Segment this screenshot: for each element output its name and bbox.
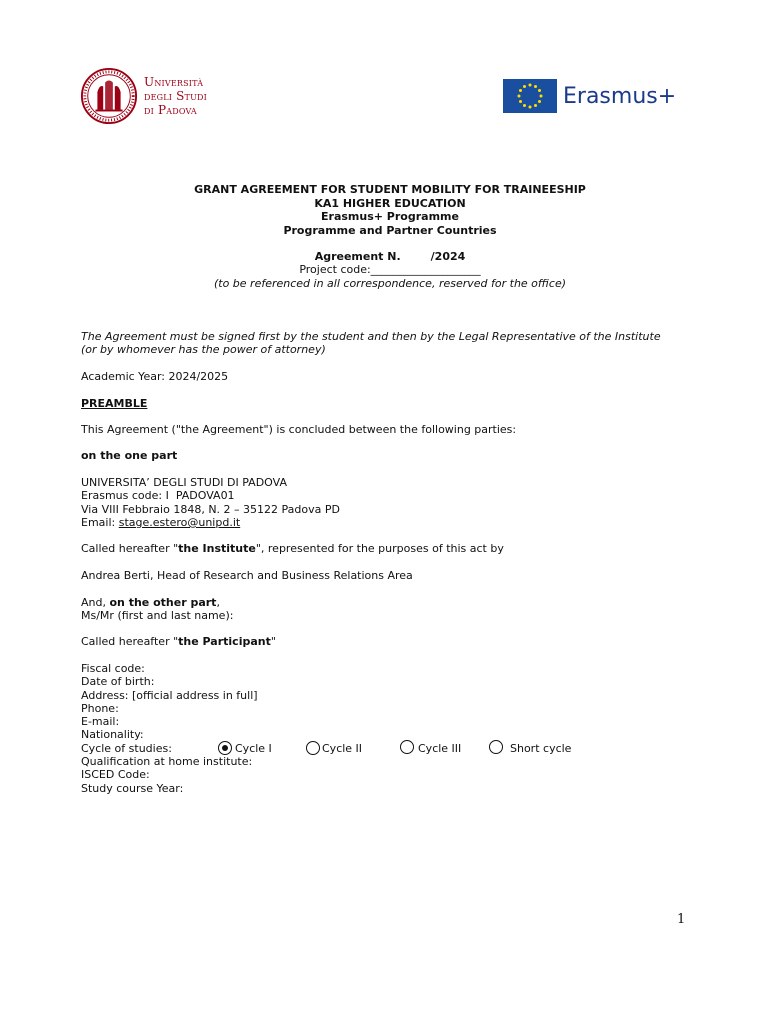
erasmus-logo xyxy=(503,78,676,114)
called-institute-bold: the Institute xyxy=(178,542,256,555)
academic-year: Academic Year: 2024/2025 xyxy=(81,370,229,383)
other-part-post: , xyxy=(216,596,220,609)
eu-flag-icon xyxy=(503,79,557,113)
one-part-heading: on the one part xyxy=(81,449,178,462)
cycle-3-label[interactable]: Cycle III xyxy=(418,742,462,755)
called-institute xyxy=(81,542,504,556)
radio-selected-dot xyxy=(222,745,228,751)
title-line-3: Erasmus+ Programme xyxy=(321,210,459,223)
title-line-2: KA1 HIGHER EDUCATION xyxy=(314,197,466,210)
email-field[interactable]: E-mail: xyxy=(81,715,120,728)
erasmus-wordmark: Erasmus+ xyxy=(563,83,677,109)
called-institute-post: ", represented for the purposes of this act by xyxy=(255,542,504,555)
university-line-2: degli Studi xyxy=(144,89,208,103)
cycle-3-radio[interactable] xyxy=(400,740,414,754)
university-logo xyxy=(80,66,207,126)
called-institute-pre: Called hereafter " xyxy=(81,542,179,555)
called-participant-post: " xyxy=(270,635,276,648)
address-field[interactable]: Address: [official address in full] xyxy=(81,689,258,702)
study-course-year-field[interactable]: Study course Year: xyxy=(81,782,184,795)
cycle-2-radio[interactable] xyxy=(306,741,320,755)
title-line-4: Programme and Partner Countries xyxy=(283,224,497,237)
phone-field[interactable]: Phone: xyxy=(81,702,119,715)
cycle-2-label[interactable]: Cycle II xyxy=(322,742,363,755)
preamble-heading: PREAMBLE xyxy=(81,397,148,410)
fiscal-code-field[interactable]: Fiscal code: xyxy=(81,662,145,675)
cycle-of-studies-label: Cycle of studies: xyxy=(81,742,172,755)
other-part-pre: And, xyxy=(81,596,110,609)
cycle-1-radio[interactable] xyxy=(218,741,232,755)
university-line-1: Università xyxy=(144,75,204,89)
cycle-1-label[interactable]: Cycle I xyxy=(235,742,272,755)
representative: Andrea Berti, Head of Research and Business Relations Area xyxy=(81,569,413,582)
nationality-field[interactable]: Nationality: xyxy=(81,728,144,741)
preamble-text: This Agreement ("the Agreement") is concluded between the following parties: xyxy=(81,423,517,436)
ms-mr-field[interactable]: Ms/Mr (first and last name): xyxy=(81,609,234,622)
signature-note-line-1: The Agreement must be signed first by the student and then by the Legal Representative of the Institute xyxy=(81,330,661,343)
called-participant-bold: the Participant xyxy=(178,635,271,648)
erasmus-code: Erasmus code: I PADOVA01 xyxy=(81,489,235,502)
signature-note-line-2: (or by whomever has the power of attorney) xyxy=(81,343,326,356)
called-participant-pre: Called hereafter " xyxy=(81,635,179,648)
email-link[interactable]: stage.estero@unipd.it xyxy=(118,516,241,529)
university-name xyxy=(144,75,207,117)
isced-code-field[interactable]: ISCED Code: xyxy=(81,768,150,781)
institute-name: UNIVERSITA’ DEGLI STUDI DI PADOVA xyxy=(81,476,287,489)
short-cycle-label[interactable]: Short cycle xyxy=(510,742,572,755)
agreement-number xyxy=(0,250,770,264)
short-cycle-radio[interactable] xyxy=(489,740,503,754)
other-part-bold: on the other part xyxy=(109,596,217,609)
institute-email xyxy=(81,516,240,530)
title-line-1: GRANT AGREEMENT FOR STUDENT MOBILITY FOR TRAINEESHIP xyxy=(194,183,586,196)
reference-note: (to be referenced in all correspondence, reserved for the office) xyxy=(213,277,567,290)
institute-address: Via VIII Febbraio 1848, N. 2 – 35122 Padova PD xyxy=(81,503,340,516)
email-label: Email: xyxy=(81,516,119,529)
other-part xyxy=(81,596,220,610)
date-of-birth-field[interactable]: Date of birth: xyxy=(81,675,155,688)
called-participant xyxy=(81,635,276,649)
qualification-field[interactable]: Qualification at home institute: xyxy=(81,755,253,768)
university-seal-icon xyxy=(80,67,138,125)
project-code: Project code:____________________ xyxy=(299,263,481,276)
agreement-label: Agreement N. xyxy=(314,250,401,263)
university-line-3: di Padova xyxy=(144,103,197,117)
agreement-year: /2024 xyxy=(430,250,466,263)
page-number: 1 xyxy=(677,912,686,927)
